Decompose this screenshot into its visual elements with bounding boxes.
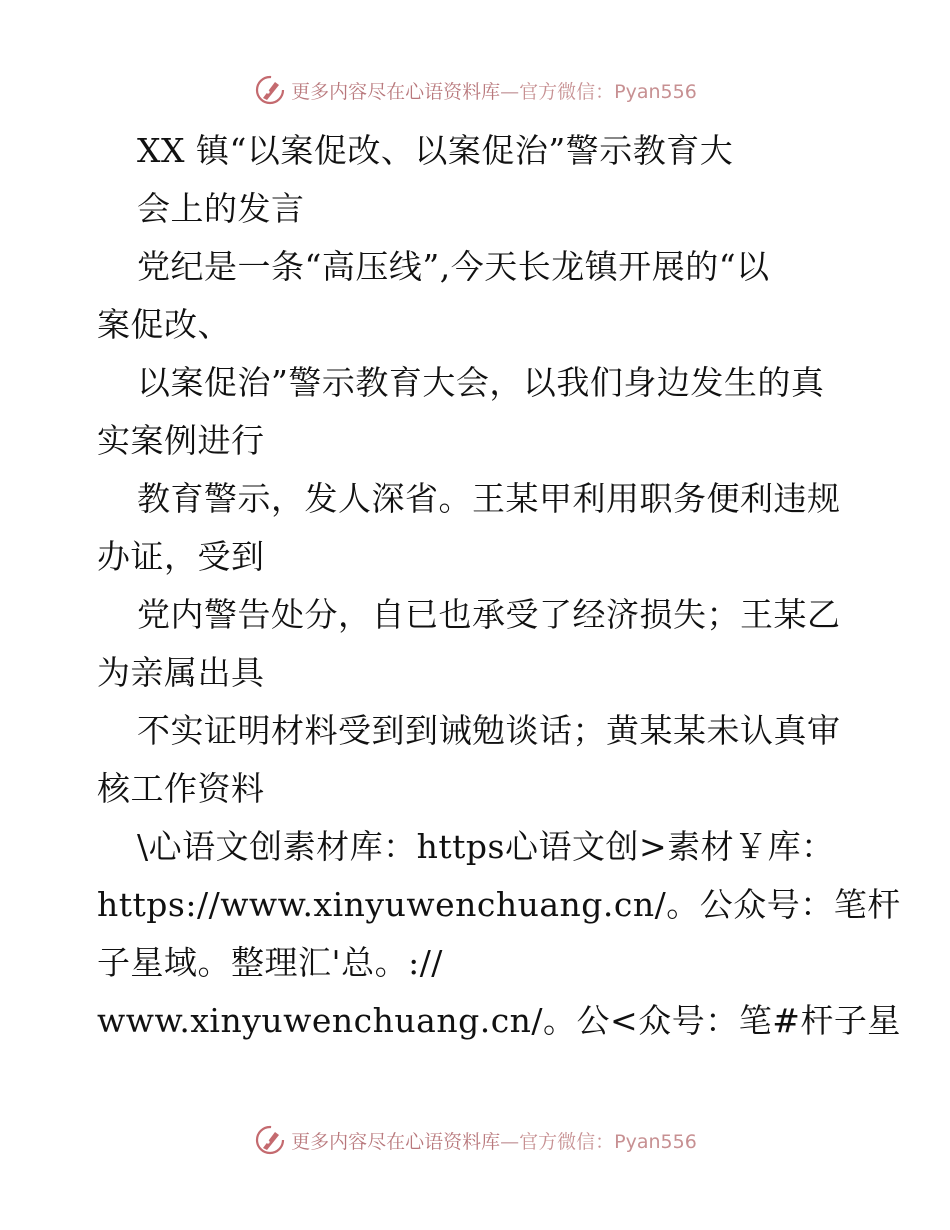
paragraph-line: 党纪是一条“高压线”,今天长龙镇开展的“以 [137,247,770,286]
paragraph-line: \心语文创素材库：https心语文创>素材￥库： [137,827,835,866]
paragraph-line: 为亲属出具 [97,653,265,692]
paragraph-line: 案促改、 [97,305,231,344]
pen-nib-logo-icon [253,1123,287,1157]
paragraph-line: www.xinyuwenchuang.cn/。公<众号：笔#杆子星 [97,1001,901,1040]
title-line-2: 会上的发言 [137,189,305,228]
paragraph-line: 党内警告处分，自已也承受了经济损失；王某乙 [137,595,841,634]
header-watermark-banner [0,70,950,110]
paragraph-line: https://www.xinyuwenchuang.cn/。公众号：笔杆 [97,885,901,924]
paragraph-line: 实案例进行 [97,421,265,460]
paragraph-line: 办证，受到 [97,537,265,576]
paragraph-line: 子星域。整理汇'总。:// [97,943,443,982]
paragraph-line: 以案促治”警示教育大会，以我们身边发生的真 [137,363,825,402]
paragraph-line: 教育警示，发人深省。王某甲利用职务便利违规 [137,479,841,518]
paragraph-line: 核工作资料 [97,769,265,808]
footer-watermark-banner [0,1120,950,1160]
paragraph-line: 不实证明材料受到到诫勉谈话；黄某某未认真审 [137,711,841,750]
title-line-1: XX 镇“以案促改、以案促治”警示教育大 [137,131,734,170]
pen-nib-logo-icon [253,73,287,107]
banner-text: 更多内容尽在心语资料库—官方微信：Pyan556 [291,80,697,103]
document-body [97,122,901,1050]
banner-text: 更多内容尽在心语资料库—官方微信：Pyan556 [291,1130,697,1153]
